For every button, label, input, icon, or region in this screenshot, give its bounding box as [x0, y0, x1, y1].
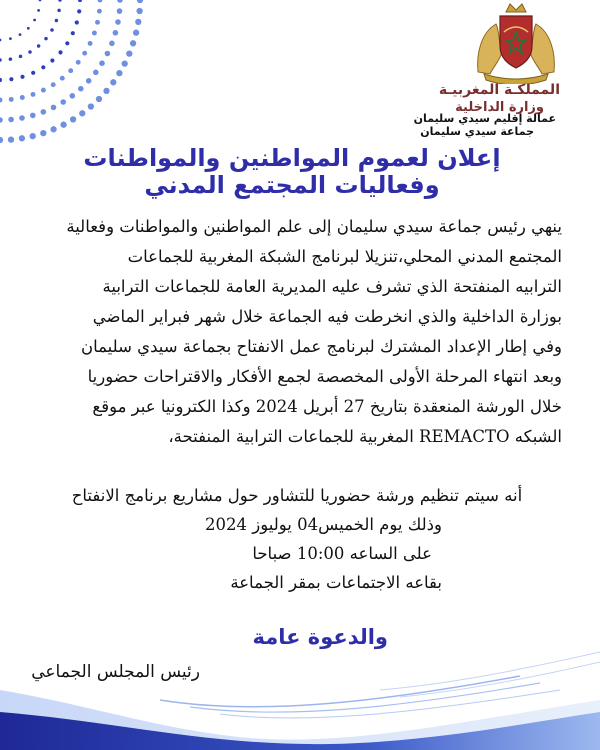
decoration-dot: [33, 19, 36, 22]
decoration-dot: [41, 65, 45, 69]
decoration-dot: [130, 40, 136, 46]
decoration-dot: [117, 8, 123, 14]
decoration-dot: [40, 130, 46, 136]
decoration-dot: [76, 60, 81, 65]
decoration-dot: [88, 41, 93, 46]
workshop-details: [32, 481, 562, 597]
coat-of-arms-emblem: [470, 2, 562, 84]
decoration-dot: [135, 19, 141, 25]
title-line: إعلان لعموم المواطنين والمواطنات: [83, 144, 501, 172]
decoration-dot: [86, 78, 92, 84]
decoration-dot: [0, 78, 2, 82]
decoration-dot: [70, 93, 76, 99]
decoration-dot: [95, 20, 100, 25]
decoration-dot: [96, 96, 102, 102]
decoration-dot: [79, 110, 85, 116]
decoration-dot: [82, 51, 87, 56]
decoration-dot: [50, 58, 54, 62]
decoration-dot: [92, 31, 97, 36]
decoration-dot: [0, 117, 3, 123]
decoration-dot: [93, 70, 99, 76]
decoration-dot: [68, 68, 73, 73]
decoration-dot: [109, 41, 115, 47]
decoration-dot: [30, 113, 36, 119]
decoration-dot: [110, 79, 116, 85]
public-invitation: والدعوة عامة: [252, 625, 388, 649]
body-line: الترابيه المنفتحة الذي تشرف عليه المديرية العامة للجماعات الترابية: [102, 277, 562, 296]
decoration-dot: [37, 9, 40, 12]
decoration-dot: [78, 86, 84, 92]
decoration-dot: [117, 0, 123, 3]
dotted-arc-decoration: [0, 0, 170, 150]
decoration-dot: [136, 8, 142, 14]
decoration-dot: [0, 137, 3, 143]
decoration-dot: [19, 135, 25, 141]
decoration-dot: [19, 33, 22, 36]
body-line: بوزارة الداخلية والذي انخرطت فيه الجماعة خلال شهر فبراير الماضي: [92, 307, 562, 326]
decoration-dot: [39, 0, 42, 1]
decoration-dot: [20, 75, 24, 79]
decoration-dot: [126, 50, 132, 56]
decoration-dot: [70, 116, 76, 122]
decoration-dot: [58, 0, 62, 2]
decoration-dot: [122, 60, 128, 66]
decoration-dot: [137, 0, 143, 3]
body-line: الشبكه REMACTO المغربية للجماعات الترابية المنفتحة،: [168, 427, 562, 446]
decoration-dot: [44, 37, 48, 41]
decoration-dot: [88, 103, 94, 109]
decoration-dot: [57, 9, 61, 13]
decoration-dot: [27, 27, 30, 30]
decoration-dot: [65, 41, 69, 45]
decoration-dot: [113, 30, 119, 36]
decoration-dot: [105, 51, 111, 57]
body-line: المجتمع المدني المحلي،تنزيلا لبرنامج الشبكة المغربية للجماعات: [127, 247, 562, 266]
decoration-dot: [71, 31, 75, 35]
workshop-date: وذلك يوم الخميس04 يوليوز 2024: [205, 515, 442, 534]
decoration-dot: [28, 50, 32, 54]
workshop-announcement: أنه سيتم تنظيم ورشة حضوريا للتشاور حول مشاريع برنامج الانفتاح: [71, 486, 523, 505]
body-line: ينهي رئيس جماعة سيدي سليمان إلى علم المواطنين والمواطنات وفعالية: [66, 217, 562, 236]
decoration-dot: [77, 9, 81, 13]
title-line: وفعاليات المجتمع المدني: [144, 171, 440, 199]
decoration-dot: [51, 105, 57, 111]
decoration-dot: [19, 115, 25, 121]
decoration-dot: [31, 71, 35, 75]
decoration-dot: [8, 136, 14, 142]
decoration-dot: [31, 92, 36, 97]
decoration-dot: [0, 58, 2, 62]
decoration-dot: [98, 0, 103, 2]
decoration-dot: [30, 133, 36, 139]
announcement-body: [32, 212, 562, 452]
council-president-signature: رئيس المجلس الجماعي: [31, 662, 200, 682]
workshop-venue: بقاعه الاجتماعات بمقر الجماعة: [230, 573, 442, 592]
decoration-dot: [115, 19, 121, 25]
decoration-dot: [9, 57, 13, 61]
decoration-dot: [97, 9, 102, 14]
decoration-dot: [58, 50, 62, 54]
decoration-dot: [99, 60, 105, 66]
decoration-dot: [0, 98, 2, 103]
decoration-dot: [75, 20, 79, 24]
decoration-dot: [9, 77, 13, 81]
decoration-dot: [9, 37, 12, 40]
decoration-dot: [51, 82, 56, 87]
decoration-dot: [41, 88, 46, 93]
decoration-dot: [60, 122, 66, 128]
decoration-dot: [8, 117, 14, 123]
decoration-dot: [37, 44, 41, 48]
decoration-dot: [41, 109, 47, 115]
decoration-dot: [116, 70, 122, 76]
decoration-dot: [103, 88, 109, 94]
province-header: عمالة إقليم سيدي سليمان: [413, 112, 556, 125]
kingdom-header: المملكـة المغربيـة: [438, 82, 560, 98]
decoration-dot: [50, 126, 56, 132]
decoration-dot: [55, 19, 59, 23]
decoration-dot: [60, 99, 66, 105]
decoration-dot: [133, 30, 139, 36]
announcement-title: [72, 145, 512, 199]
body-line: وفي إطار الإعداد المشترك لبرنامج عمل الانفتاح بجماعة سيدي سليمان: [80, 337, 562, 356]
decoration-dot: [19, 55, 23, 59]
workshop-time: على الساعه 10:00 صباحا: [252, 544, 432, 563]
ministry-header: وزارة الداخلية: [455, 100, 544, 115]
body-line: وبعد انتهاء المرحلة الأولى المخصصة لجمع الأفكار والاقتراحات حضوريا: [87, 367, 562, 386]
decoration-dot: [50, 28, 54, 32]
decoration-dot: [78, 0, 82, 2]
decoration-dot: [9, 97, 14, 102]
decoration-dot: [60, 76, 65, 81]
commune-header: جماعة سيدي سليمان: [420, 125, 534, 138]
body-line: خلال الورشة المنعقدة بتاريخ 27 أبريل 2024 وكذا الكترونيا عبر موقع: [92, 397, 562, 416]
decoration-dot: [0, 39, 1, 42]
decoration-dot: [20, 95, 25, 100]
